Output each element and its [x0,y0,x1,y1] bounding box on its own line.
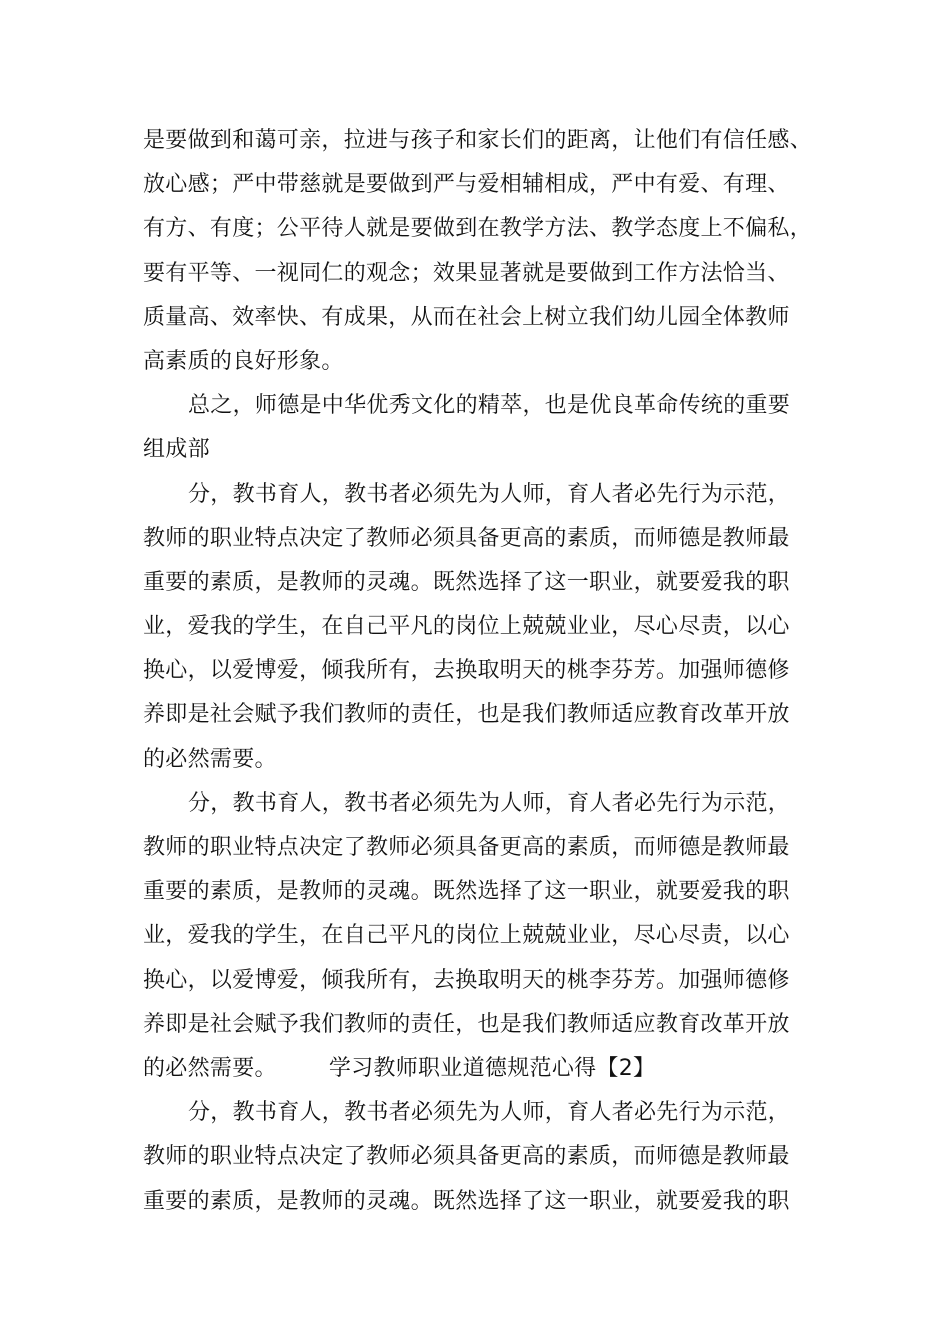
text-line: 分，教书育人，教书者必须先为人师，育人者必先行为示范， [188,790,791,816]
document-body [143,119,823,1224]
text-line: 的必然需要。 [143,746,277,772]
text-line: 组成部 [143,437,210,463]
text-line: 高素质的良好形象。 [143,348,344,374]
text-line: 业，爱我的学生，在自己平凡的岗位上兢兢业业，尽心尽责，以心 [143,923,790,949]
text-line: 有方、有度；公平待人就是要做到在教学方法、教学态度上不偏私， [143,216,813,242]
text-line: 分，教书育人，教书者必须先为人师，育人者必先行为示范， [188,481,791,507]
text-line: 重要的素质，是教师的灵魂。既然选择了这一职业，就要爱我的职 [143,879,790,905]
text-line-start: 的必然需要。 [143,1055,277,1081]
text-line: 要有平等、一视同仁的观念；效果显著就是要做到工作方法恰当、 [143,260,790,286]
text-line: 养即是社会赋予我们教师的责任，也是我们教师适应教育改革开放 [143,1011,790,1037]
text-line: 质量高、效率快、有成果，从而在社会上树立我们幼儿园全体教师 [143,304,790,330]
text-line: 教师的职业特点决定了教师必须具备更高的素质，而师德是教师最 [143,1144,790,1170]
text-line: 重要的素质，是教师的灵魂。既然选择了这一职业，就要爱我的职 [143,1188,790,1214]
section-heading: 学习教师职业道德规范心得【2】 [328,1055,656,1081]
text-line: 放心感；严中带慈就是要做到严与爱相辅相成，严中有爱、有理、 [143,172,790,198]
text-line [143,1047,823,1091]
text-line: 分，教书育人，教书者必须先为人师，育人者必先行为示范， [188,1100,791,1126]
text-line: 教师的职业特点决定了教师必须具备更高的素质，而师德是教师最 [143,525,790,551]
text-line: 是要做到和蔼可亲，拉进与孩子和家长们的距离，让他们有信任感、 [143,128,813,153]
text-line: 养即是社会赋予我们教师的责任，也是我们教师适应教育改革开放 [143,702,790,728]
text-line: 教师的职业特点决定了教师必须具备更高的素质，而师德是教师最 [143,835,790,860]
text-line: 换心，以爱博爱，倾我所有，去换取明天的桃李芬芳。加强师德修 [143,658,790,684]
text-line: 业，爱我的学生，在自己平凡的岗位上兢兢业业，尽心尽责，以心 [143,614,790,640]
text-line: 换心，以爱博爱，倾我所有，去换取明天的桃李芬芳。加强师德修 [143,967,790,993]
text-line: 总之，师德是中华优秀文化的精萃，也是优良革命传统的重要 [188,393,791,419]
text-line: 重要的素质，是教师的灵魂。既然选择了这一职业，就要爱我的职 [143,569,790,595]
